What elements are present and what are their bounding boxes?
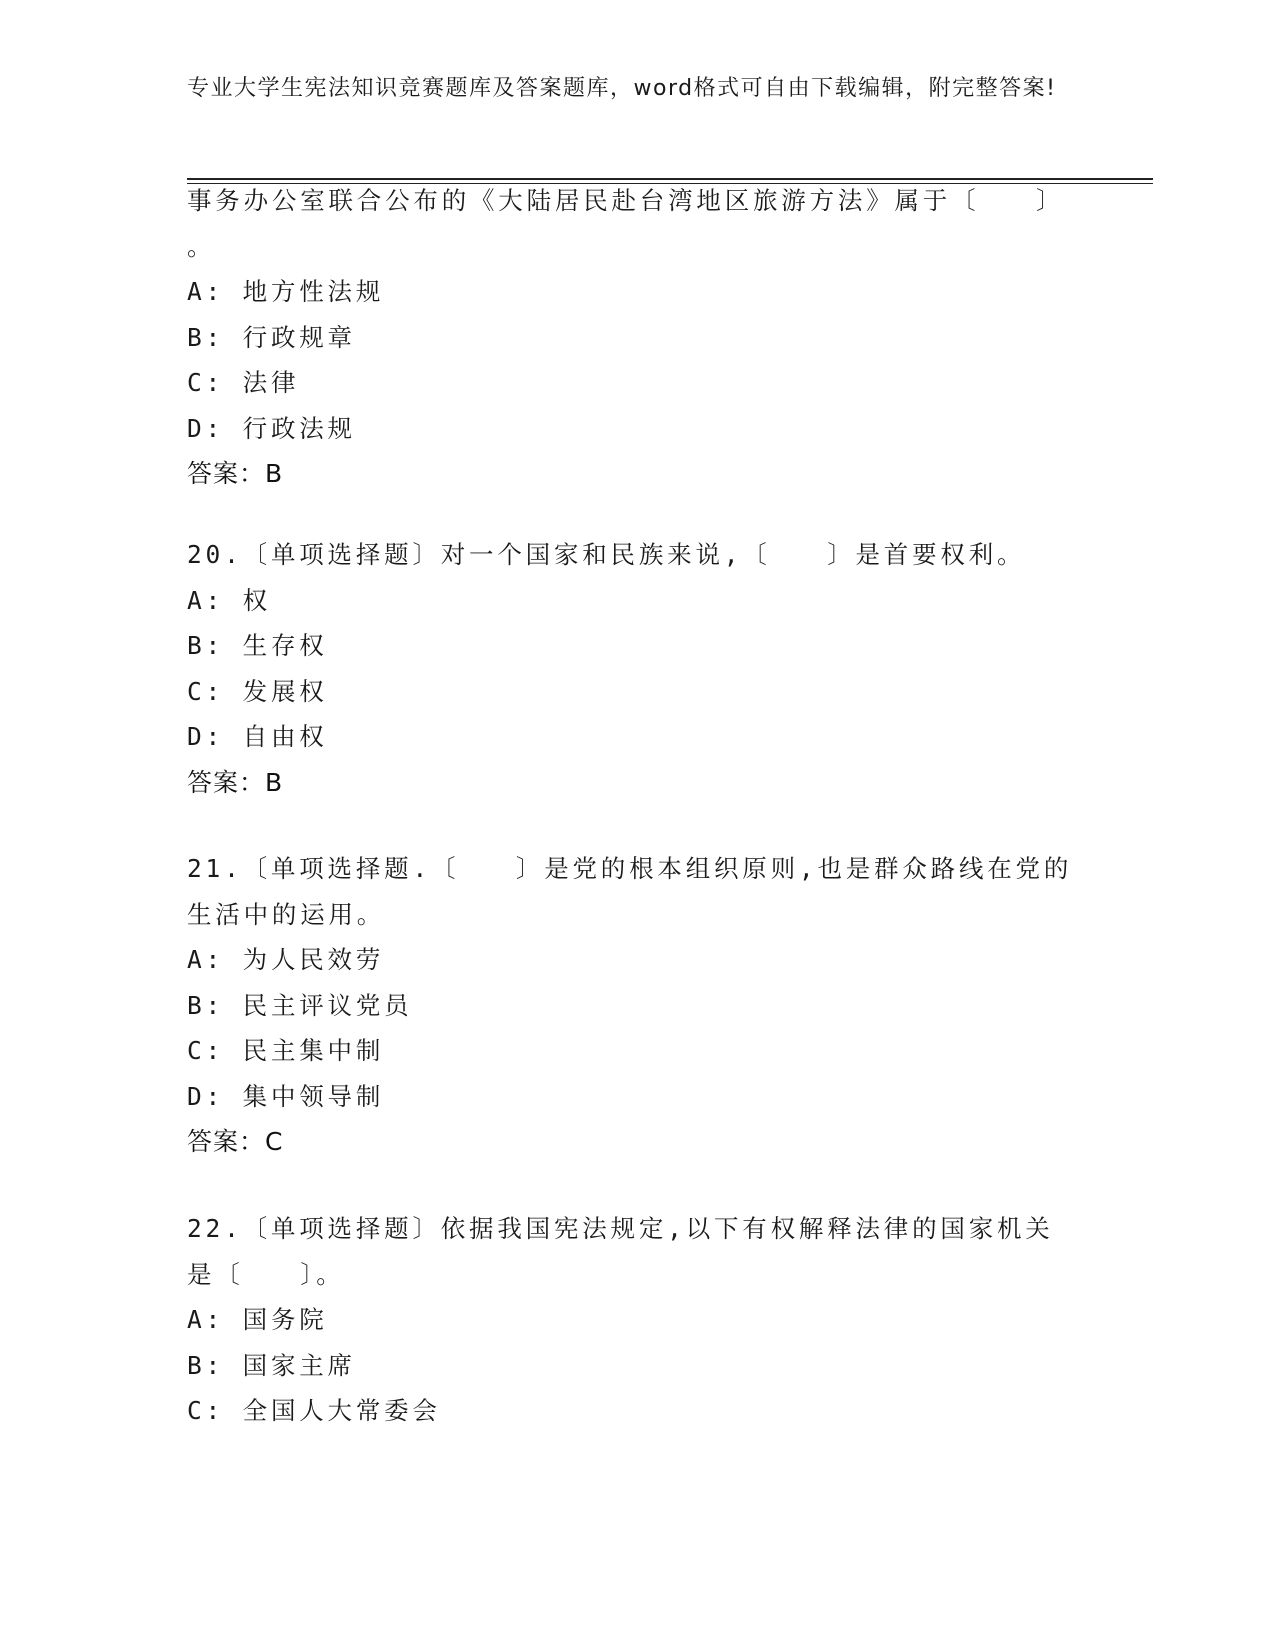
option-c: C: 民主集中制 — [187, 1036, 385, 1065]
question-block-22 — [187, 1206, 1087, 1434]
answer-line: 答案：B — [187, 767, 284, 797]
option-d: D: 集中领导制 — [187, 1081, 385, 1111]
option-d: D: 行政法规 — [187, 413, 356, 443]
question-text: 21.〔单项选择题.〔 〕是党的根本组织原则,也是群众路线在党的 — [187, 854, 1073, 883]
question-text: 是〔 〕。 — [187, 1259, 345, 1289]
option-a: A: 国务院 — [187, 1305, 328, 1334]
option-c: C: 全国人大常委会 — [187, 1396, 441, 1425]
question-block-21 — [187, 846, 1087, 1165]
question-block-19 — [187, 178, 1087, 497]
option-d: D: 自由权 — [187, 722, 328, 751]
answer-line: 答案：B — [187, 459, 284, 488]
option-b: B: 行政规章 — [187, 322, 356, 352]
question-text: 。 — [187, 231, 216, 261]
option-c: C: 法律 — [187, 368, 300, 397]
question-text: 22.〔单项选择题〕依据我国宪法规定,以下有权解释法律的国家机关 — [187, 1214, 1054, 1243]
answer-line: 答案：C — [187, 1127, 284, 1156]
question-text: 生活中的运用。 — [187, 899, 386, 929]
option-a: A: 地方性法规 — [187, 277, 385, 306]
option-b: B: 生存权 — [187, 631, 328, 660]
option-b: B: 国家主席 — [187, 1350, 356, 1380]
option-b: B: 民主评议党员 — [187, 990, 413, 1020]
option-a: A: 权 — [187, 585, 271, 615]
option-a: A: 为人民效劳 — [187, 945, 385, 974]
question-text: 20.〔单项选择题〕对一个国家和民族来说,〔 〕是首要权利。 — [187, 540, 1026, 569]
document-header: 专业大学生宪法知识竞赛题库及答案题库，word格式可自由下载编辑，附完整答案! — [187, 76, 1057, 101]
question-block-20 — [187, 532, 1087, 805]
question-text: 事务办公室联合公布的《大陆居民赴台湾地区旅游方法》属于〔 〕 — [187, 186, 1065, 215]
option-c: C: 发展权 — [187, 676, 328, 706]
